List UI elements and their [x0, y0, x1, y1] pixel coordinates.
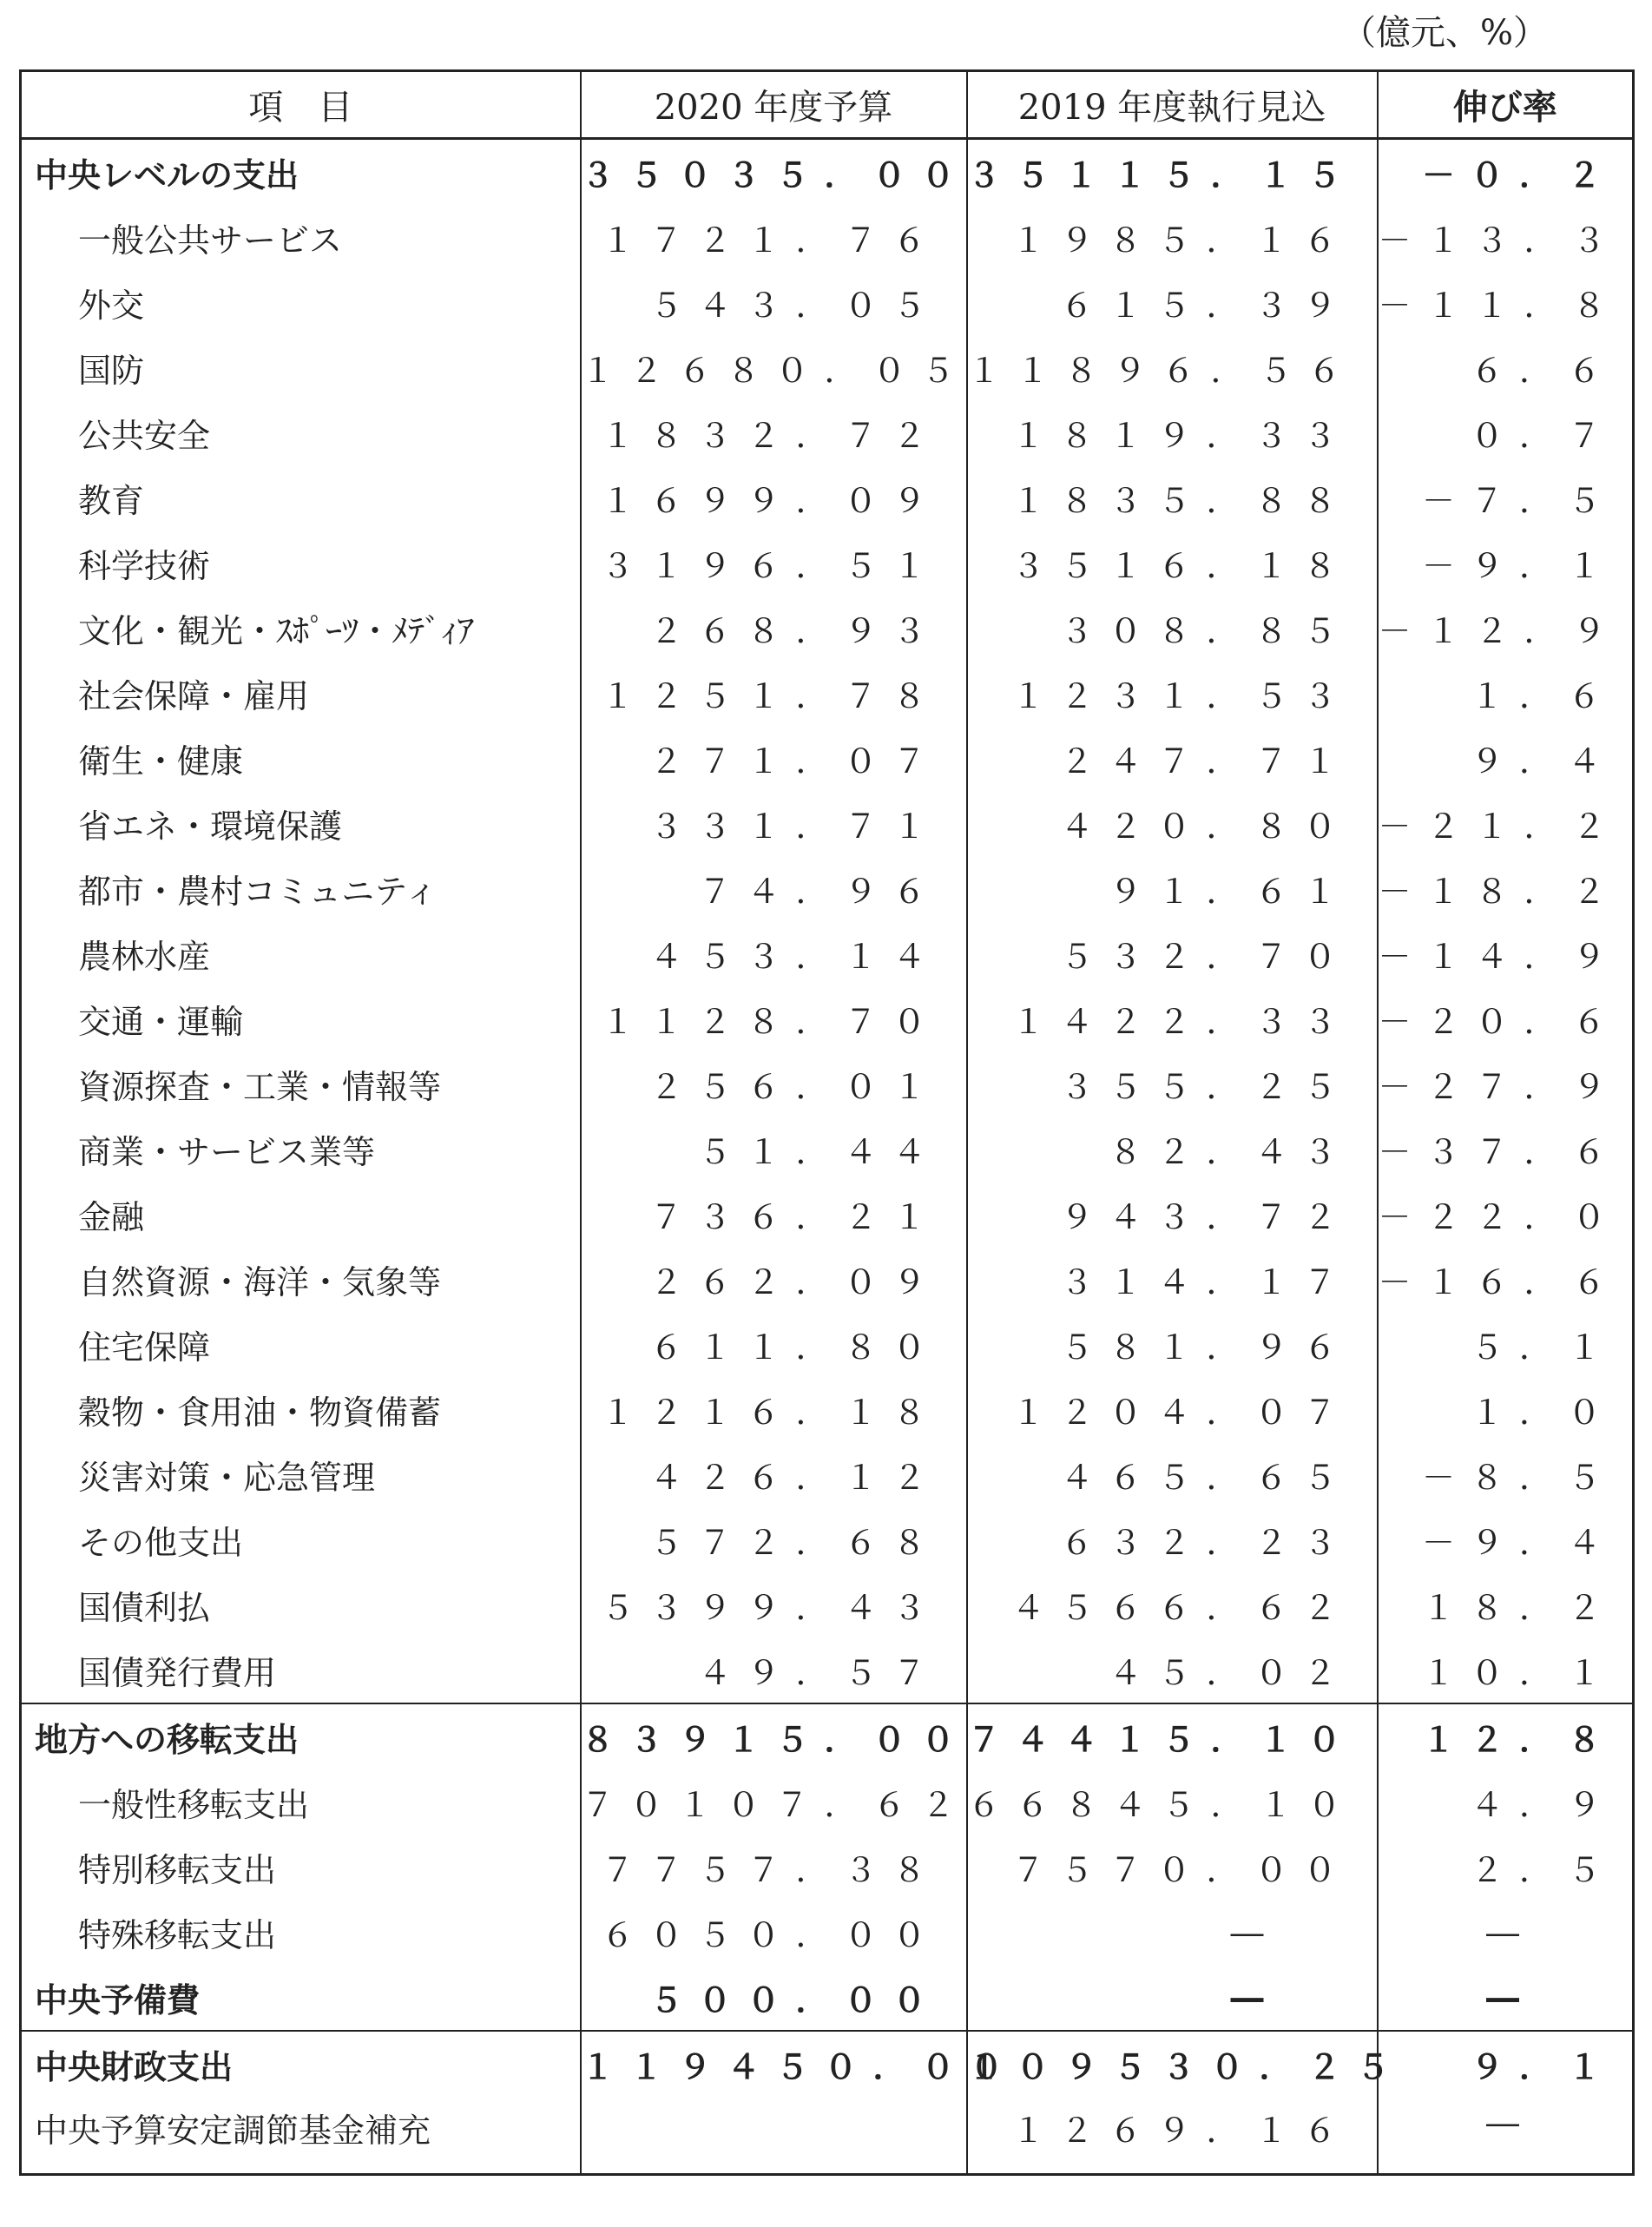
cell-growth-rate: ５．１ — [1378, 1312, 1634, 1377]
cell-exec-2019: ６３２．２３ — [967, 1507, 1378, 1572]
cell-budget-2020: ３３１．７１ — [581, 791, 967, 856]
cell-budget-2020: １１９４５０．００ — [581, 2031, 967, 2097]
row-label: 災害対策・応急管理 — [21, 1442, 581, 1507]
header-growth-rate: 伸び率 — [1378, 71, 1634, 139]
cell-exec-2019: ３５１６．１８ — [967, 530, 1378, 596]
cell-exec-2019: ９１．６１ — [967, 856, 1378, 921]
row-label: 文化・観光・ｽﾎﾟｰﾂ・ﾒﾃﾞｨｱ — [21, 596, 581, 661]
row-label: 自然資源・海洋・気象等 — [21, 1247, 581, 1312]
table-row — [21, 2031, 1634, 2097]
table-row — [21, 1247, 1634, 1312]
cell-exec-2019: ４６５．６５ — [967, 1442, 1378, 1507]
cell-exec-2019: ７５７０．００ — [967, 1835, 1378, 1900]
cell-exec-2019: １２６９．１６ — [967, 2097, 1378, 2175]
cell-budget-2020: ３１９６．５１ — [581, 530, 967, 596]
table-row — [21, 1312, 1634, 1377]
row-label: 住宅保障 — [21, 1312, 581, 1377]
table-row — [21, 530, 1634, 596]
cell-budget-2020: １７２１．７６ — [581, 205, 967, 270]
cell-growth-rate: －３７．６ — [1378, 1117, 1634, 1182]
row-label: 国債利払 — [21, 1572, 581, 1637]
cell-exec-2019: ６６８４５．１０ — [967, 1769, 1378, 1835]
header-budget-2020: 2020 年度予算 — [581, 71, 967, 139]
cell-growth-rate: １８．２ — [1378, 1572, 1634, 1637]
cell-budget-2020: １８３２．７２ — [581, 400, 967, 465]
cell-growth-rate: ― — [1378, 1900, 1634, 1965]
cell-growth-rate: －１８．２ — [1378, 856, 1634, 921]
row-label: 外交 — [21, 270, 581, 335]
table-row — [21, 1182, 1634, 1247]
table-row — [21, 139, 1634, 206]
row-label: 特別移転支出 — [21, 1835, 581, 1900]
cell-exec-2019: ５３２．７０ — [967, 921, 1378, 986]
table-row — [21, 270, 1634, 335]
row-label: 科学技術 — [21, 530, 581, 596]
cell-exec-2019: １９８５．１６ — [967, 205, 1378, 270]
table-row — [21, 335, 1634, 400]
row-label: 公共安全 — [21, 400, 581, 465]
row-label: 社会保障・雇用 — [21, 661, 581, 726]
row-label: 国債発行費用 — [21, 1637, 581, 1703]
row-label: 中央予備費 — [21, 1965, 581, 2031]
cell-exec-2019: １０９５３０．２５ — [967, 2031, 1378, 2097]
cell-exec-2019: １１８９６．５６ — [967, 335, 1378, 400]
cell-exec-2019: １８１９．３３ — [967, 400, 1378, 465]
cell-budget-2020: ５１．４４ — [581, 1117, 967, 1182]
table-row — [21, 1637, 1634, 1703]
cell-exec-2019: ２４７．７１ — [967, 726, 1378, 791]
cell-growth-rate: －１２．９ — [1378, 596, 1634, 661]
row-label: 農林水産 — [21, 921, 581, 986]
cell-growth-rate: －０．２ — [1378, 139, 1634, 206]
row-label: 商業・サービス業等 — [21, 1117, 581, 1182]
cell-budget-2020: ４９．５７ — [581, 1637, 967, 1703]
table-row — [21, 921, 1634, 986]
cell-exec-2019: ５８１．９６ — [967, 1312, 1378, 1377]
table-row — [21, 1377, 1634, 1442]
table-row — [21, 661, 1634, 726]
cell-growth-rate: ― — [1378, 2097, 1634, 2175]
cell-exec-2019: １２０４．０７ — [967, 1377, 1378, 1442]
cell-exec-2019: ３０８．８５ — [967, 596, 1378, 661]
cell-budget-2020: １２１６．１８ — [581, 1377, 967, 1442]
row-label: 特殊移転支出 — [21, 1900, 581, 1965]
row-label: 資源探査・工業・情報等 — [21, 1051, 581, 1117]
row-label: 省エネ・環境保護 — [21, 791, 581, 856]
table-row — [21, 1507, 1634, 1572]
cell-growth-rate: ― — [1378, 1965, 1634, 2031]
cell-budget-2020: ７０１０７．６２ — [581, 1769, 967, 1835]
cell-budget-2020: ２６２．０９ — [581, 1247, 967, 1312]
row-label: 教育 — [21, 465, 581, 530]
cell-growth-rate: １．０ — [1378, 1377, 1634, 1442]
cell-growth-rate: －２１．２ — [1378, 791, 1634, 856]
cell-exec-2019: １８３５．８８ — [967, 465, 1378, 530]
cell-growth-rate: －１４．９ — [1378, 921, 1634, 986]
row-label: 金融 — [21, 1182, 581, 1247]
table-row — [21, 791, 1634, 856]
header-item: 項 目 — [21, 71, 581, 139]
cell-budget-2020: ７７５７．３８ — [581, 1835, 967, 1900]
cell-budget-2020: １６９９．０９ — [581, 465, 967, 530]
cell-exec-2019: ８２．４３ — [967, 1117, 1378, 1182]
cell-growth-rate: １２．８ — [1378, 1703, 1634, 1769]
table-body — [21, 139, 1634, 2175]
row-label: 中央予算安定調節基金補充 — [21, 2097, 581, 2175]
cell-budget-2020: １２６８０．０５ — [581, 335, 967, 400]
cell-growth-rate: ２．５ — [1378, 1835, 1634, 1900]
cell-growth-rate: －９．１ — [1378, 530, 1634, 596]
row-label: 地方への移転支出 — [21, 1703, 581, 1769]
cell-budget-2020: ７３６．２１ — [581, 1182, 967, 1247]
cell-growth-rate: －７．５ — [1378, 465, 1634, 530]
row-label: 交通・運輸 — [21, 986, 581, 1051]
table-row — [21, 400, 1634, 465]
cell-budget-2020 — [581, 2097, 967, 2175]
cell-exec-2019: ９４３．７２ — [967, 1182, 1378, 1247]
header-row — [21, 71, 1634, 139]
cell-exec-2019: ― — [967, 1965, 1378, 2031]
row-label: 中央レベルの支出 — [21, 139, 581, 206]
cell-exec-2019: ６１５．３９ — [967, 270, 1378, 335]
cell-exec-2019: １４２２．３３ — [967, 986, 1378, 1051]
cell-budget-2020: ７４．９６ — [581, 856, 967, 921]
cell-budget-2020: ５７２．６８ — [581, 1507, 967, 1572]
header-exec-2019: 2019 年度執行見込 — [967, 71, 1378, 139]
cell-exec-2019: ― — [967, 1900, 1378, 1965]
row-label: 衛生・健康 — [21, 726, 581, 791]
cell-exec-2019: ４２０．８０ — [967, 791, 1378, 856]
row-label: 穀物・食用油・物資備蓄 — [21, 1377, 581, 1442]
cell-budget-2020: １２５１．７８ — [581, 661, 967, 726]
table-row — [21, 986, 1634, 1051]
cell-budget-2020: ８３９１５．００ — [581, 1703, 967, 1769]
cell-budget-2020: ５００．００ — [581, 1965, 967, 2031]
cell-budget-2020: ４５３．１４ — [581, 921, 967, 986]
cell-budget-2020: ６０５０．００ — [581, 1900, 967, 1965]
cell-exec-2019: ４５６６．６２ — [967, 1572, 1378, 1637]
cell-exec-2019: ４５．０２ — [967, 1637, 1378, 1703]
cell-growth-rate: －２２．０ — [1378, 1182, 1634, 1247]
cell-exec-2019: ３５１１５．１５ — [967, 139, 1378, 206]
cell-growth-rate: －１１．８ — [1378, 270, 1634, 335]
table-row — [21, 1442, 1634, 1507]
cell-budget-2020: １１２８．７０ — [581, 986, 967, 1051]
cell-exec-2019: ３１４．１７ — [967, 1247, 1378, 1312]
row-label: 一般性移転支出 — [21, 1769, 581, 1835]
table-row — [21, 1572, 1634, 1637]
cell-budget-2020: ２６８．９３ — [581, 596, 967, 661]
cell-budget-2020: ２５６．０１ — [581, 1051, 967, 1117]
row-label: その他支出 — [21, 1507, 581, 1572]
cell-growth-rate: －２０．６ — [1378, 986, 1634, 1051]
cell-growth-rate: ９．４ — [1378, 726, 1634, 791]
cell-exec-2019: ３５５．２５ — [967, 1051, 1378, 1117]
table-header — [21, 71, 1634, 139]
table-row — [21, 465, 1634, 530]
cell-growth-rate: －２７．９ — [1378, 1051, 1634, 1117]
cell-growth-rate: ０．７ — [1378, 400, 1634, 465]
table-row — [21, 1117, 1634, 1182]
row-label: 中央財政支出 — [21, 2031, 581, 2097]
cell-exec-2019: ７４４１５．１０ — [967, 1703, 1378, 1769]
cell-growth-rate: ９．１ — [1378, 2031, 1634, 2097]
table-row — [21, 1965, 1634, 2031]
table-row — [21, 205, 1634, 270]
cell-growth-rate: －８．５ — [1378, 1442, 1634, 1507]
cell-budget-2020: ４２６．１２ — [581, 1442, 967, 1507]
cell-growth-rate: ６．６ — [1378, 335, 1634, 400]
table-row — [21, 1900, 1634, 1965]
cell-growth-rate: －１３．３ — [1378, 205, 1634, 270]
cell-growth-rate: １．６ — [1378, 661, 1634, 726]
cell-growth-rate: ４．９ — [1378, 1769, 1634, 1835]
cell-budget-2020: ５４３．０５ — [581, 270, 967, 335]
row-label: 一般公共サービス — [21, 205, 581, 270]
unit-note: （億元、%） — [1340, 13, 1548, 53]
cell-growth-rate: －９．４ — [1378, 1507, 1634, 1572]
table-row — [21, 1835, 1634, 1900]
budget-table — [19, 69, 1635, 2176]
cell-exec-2019: １２３１．５３ — [967, 661, 1378, 726]
row-label: 都市・農村コミュニティ — [21, 856, 581, 921]
cell-budget-2020: ６１１．８０ — [581, 1312, 967, 1377]
table-row — [21, 1703, 1634, 1769]
cell-growth-rate: －１６．６ — [1378, 1247, 1634, 1312]
table-row — [21, 1769, 1634, 1835]
table-row — [21, 2097, 1634, 2175]
cell-budget-2020: ３５０３５．００ — [581, 139, 967, 206]
table-row — [21, 726, 1634, 791]
table-row — [21, 1051, 1634, 1117]
cell-budget-2020: ５３９９．４３ — [581, 1572, 967, 1637]
cell-budget-2020: ２７１．０７ — [581, 726, 967, 791]
table-row — [21, 596, 1634, 661]
cell-growth-rate: １０．１ — [1378, 1637, 1634, 1703]
row-label: 国防 — [21, 335, 581, 400]
table-row — [21, 856, 1634, 921]
